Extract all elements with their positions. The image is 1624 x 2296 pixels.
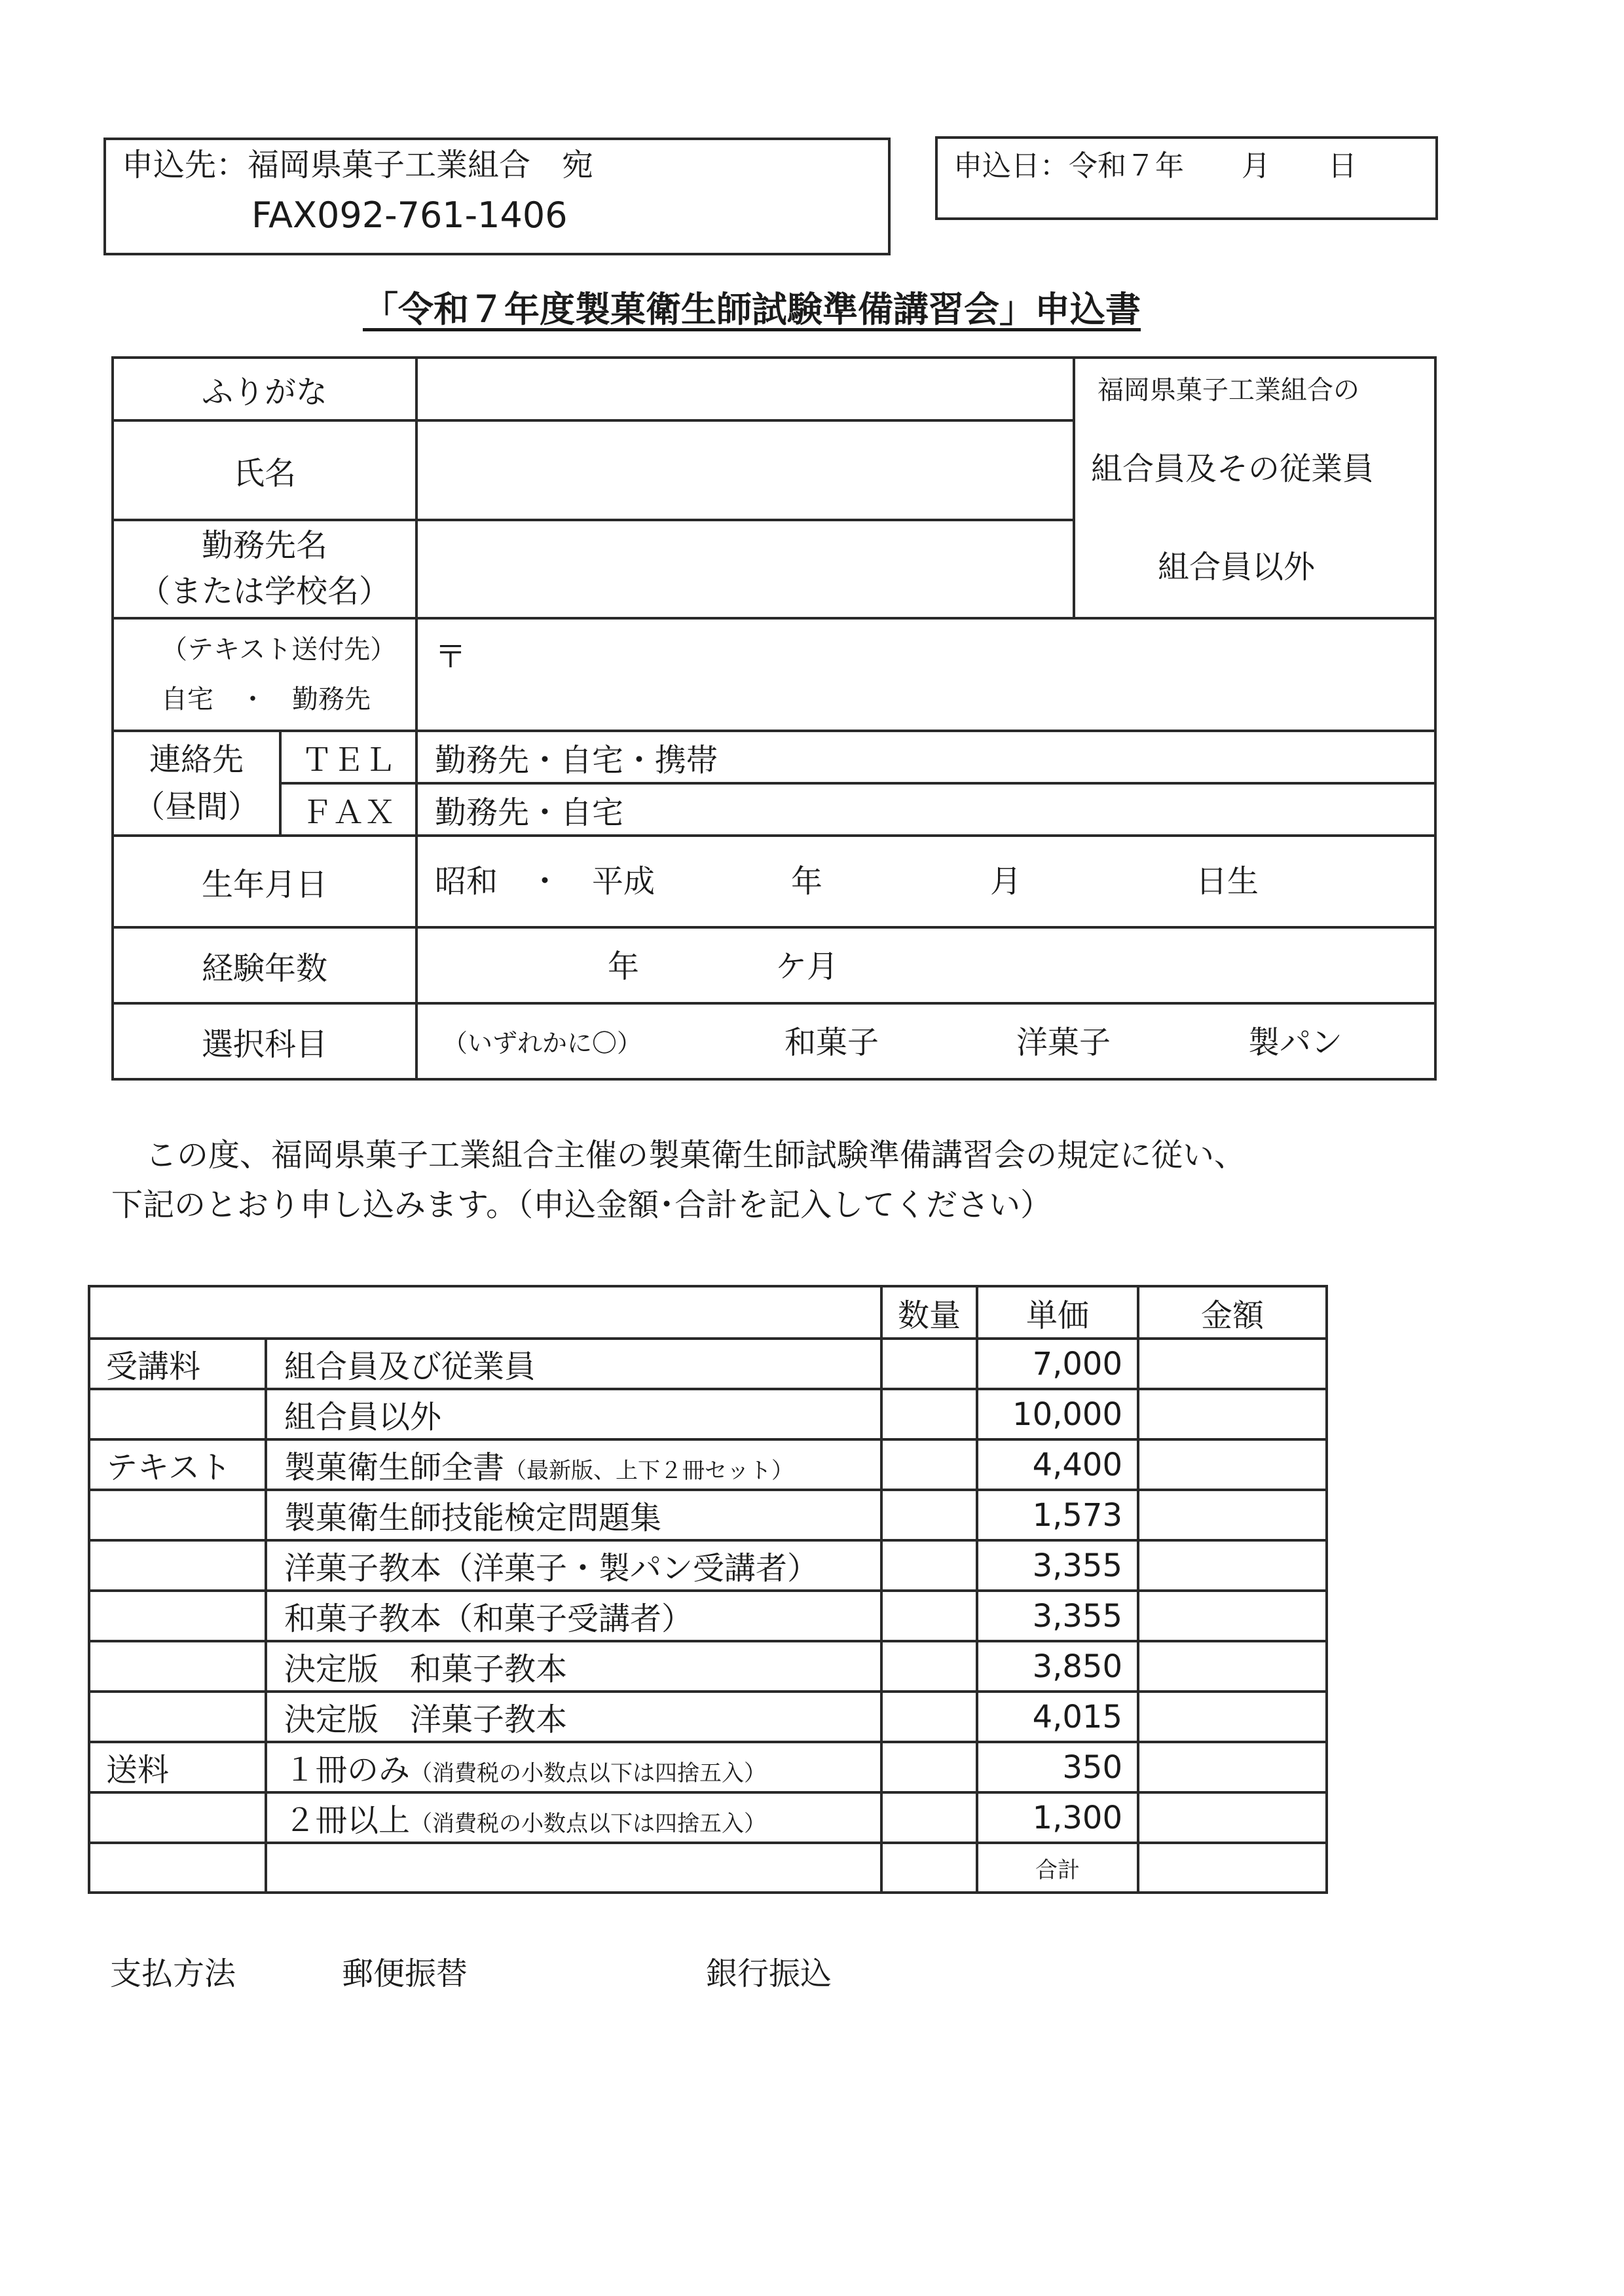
price-item-note: （消費税の小数点以下は四捨五入） bbox=[410, 1811, 767, 1837]
price-item-name: 和菓子教本（和菓子受講者） bbox=[284, 1601, 693, 1637]
price-category: 受講料 bbox=[89, 1339, 266, 1389]
price-item-note: （消費税の小数点以下は四捨五入） bbox=[410, 1760, 767, 1787]
price-category bbox=[89, 1692, 266, 1742]
nonmember-option[interactable]: 組合員以外 bbox=[1158, 549, 1316, 585]
price-item bbox=[266, 1692, 881, 1742]
price-category bbox=[89, 1540, 266, 1591]
price-item-name: １冊のみ bbox=[284, 1752, 411, 1788]
payment-label: 支払方法 bbox=[110, 1955, 236, 1992]
unit-price: 7,000 bbox=[977, 1339, 1138, 1389]
experience-input[interactable] bbox=[416, 927, 1435, 1003]
price-header-blank bbox=[89, 1286, 881, 1339]
qty-input[interactable] bbox=[881, 1490, 977, 1540]
unit-price: 4,400 bbox=[977, 1439, 1138, 1490]
price-row bbox=[89, 1439, 1327, 1490]
price-row bbox=[89, 1540, 1327, 1591]
amount-input[interactable] bbox=[1138, 1742, 1327, 1792]
price-row bbox=[89, 1389, 1327, 1439]
price-item-name: 洋菓子教本（洋菓子・製パン受講者） bbox=[284, 1550, 819, 1587]
price-item bbox=[266, 1389, 881, 1439]
tel-input[interactable]: 勤務先・自宅・携帯 bbox=[416, 731, 1435, 783]
unit-price: 350 bbox=[977, 1742, 1138, 1792]
workplace-input[interactable] bbox=[416, 520, 1074, 618]
price-category bbox=[89, 1490, 266, 1540]
form-title: 「令和７年度製菓衛生師試験準備講習会」申込書 bbox=[363, 289, 1141, 330]
price-category bbox=[89, 1641, 266, 1692]
furigana-input[interactable] bbox=[416, 358, 1074, 420]
qty-input[interactable] bbox=[881, 1692, 977, 1742]
experience-month-unit: ケ月 bbox=[775, 948, 839, 985]
unit-price: 1,573 bbox=[977, 1490, 1138, 1540]
subject-yogashi[interactable]: 洋菓子 bbox=[1016, 1024, 1111, 1061]
recipient-line: 申込先：福岡県菓子工業組合 宛 bbox=[122, 147, 594, 183]
qty-input[interactable] bbox=[881, 1742, 977, 1792]
fax-number: FAX092-761-1406 bbox=[251, 194, 568, 236]
total-label: 合計 bbox=[977, 1843, 1138, 1893]
amount-input[interactable] bbox=[1138, 1792, 1327, 1843]
price-item-name: 組合員及び従業員 bbox=[284, 1348, 536, 1385]
price-row bbox=[89, 1490, 1327, 1540]
birth-day-unit: 日生 bbox=[1196, 863, 1259, 900]
unit-price: 3,850 bbox=[977, 1641, 1138, 1692]
price-item bbox=[266, 1591, 881, 1641]
price-item-name: 決定版 洋菓子教本 bbox=[284, 1701, 568, 1738]
price-item-name: 製菓衛生師全書 bbox=[284, 1449, 505, 1486]
price-item-name: ２冊以上 bbox=[284, 1802, 411, 1839]
price-item-note: （最新版、上下２冊セット） bbox=[504, 1458, 794, 1484]
workplace-label-main: 勤務先名 bbox=[202, 527, 328, 565]
price-item bbox=[266, 1742, 881, 1792]
qty-input[interactable] bbox=[881, 1339, 977, 1389]
unit-price-header: 単価 bbox=[977, 1286, 1138, 1339]
subject-bread[interactable]: 製パン bbox=[1248, 1024, 1343, 1061]
application-date-label: 申込日：令和７年 月 日 bbox=[953, 149, 1357, 183]
total-amount-input[interactable] bbox=[1138, 1843, 1327, 1893]
qty-input[interactable] bbox=[881, 1591, 977, 1641]
price-category bbox=[89, 1591, 266, 1641]
subject-label: 選択科目 bbox=[113, 1003, 416, 1079]
applicant-form bbox=[111, 356, 1437, 1081]
amount-header: 金額 bbox=[1138, 1286, 1327, 1339]
subject-wagashi[interactable]: 和菓子 bbox=[784, 1024, 879, 1061]
qty-input[interactable] bbox=[881, 1389, 977, 1439]
contact-label-sub: （昼間） bbox=[133, 788, 259, 825]
price-item bbox=[266, 1490, 881, 1540]
amount-input[interactable] bbox=[1138, 1641, 1327, 1692]
subject-options[interactable] bbox=[416, 1003, 1435, 1079]
amount-input[interactable] bbox=[1138, 1389, 1327, 1439]
workplace-label bbox=[113, 520, 416, 618]
birth-year-unit: 年 bbox=[791, 863, 823, 900]
qty-input[interactable] bbox=[881, 1792, 977, 1843]
amount-input[interactable] bbox=[1138, 1439, 1327, 1490]
fax-input[interactable]: 勤務先・自宅 bbox=[416, 783, 1435, 836]
postal-mark: 〒 bbox=[435, 639, 467, 675]
price-row bbox=[89, 1641, 1327, 1692]
qty-header: 数量 bbox=[881, 1286, 977, 1339]
statement-line-2: 下記のとおり申し込みます。（申込金額･合計を記入してください） bbox=[111, 1187, 1052, 1223]
contact-label bbox=[113, 731, 280, 836]
furigana-label: ふりがな bbox=[113, 358, 416, 420]
price-item-name: 製菓衛生師技能検定問題集 bbox=[284, 1500, 662, 1536]
price-row bbox=[89, 1339, 1327, 1389]
price-item bbox=[266, 1339, 881, 1389]
unit-price: 3,355 bbox=[977, 1540, 1138, 1591]
experience-label: 経験年数 bbox=[113, 927, 416, 1003]
address-input[interactable] bbox=[416, 618, 1435, 731]
name-input[interactable] bbox=[416, 420, 1074, 520]
price-row bbox=[89, 1591, 1327, 1641]
birth-era-options[interactable]: 昭和 ・ 平成 bbox=[435, 863, 655, 900]
unit-price: 3,355 bbox=[977, 1591, 1138, 1641]
amount-input[interactable] bbox=[1138, 1490, 1327, 1540]
price-item bbox=[266, 1439, 881, 1490]
price-table bbox=[88, 1285, 1328, 1894]
fax-label: ＦＡＸ bbox=[280, 783, 416, 836]
price-row bbox=[89, 1742, 1327, 1792]
total-row-blank-3 bbox=[881, 1843, 977, 1893]
price-category: テキスト bbox=[89, 1439, 266, 1490]
amount-input[interactable] bbox=[1138, 1692, 1327, 1742]
price-category bbox=[89, 1792, 266, 1843]
address-label-main: （テキスト送付先） bbox=[161, 635, 397, 665]
birthdate-input[interactable] bbox=[416, 836, 1435, 927]
amount-input[interactable] bbox=[1138, 1540, 1327, 1591]
payment-bank-transfer[interactable]: 銀行振込 bbox=[706, 1955, 832, 1992]
name-label: 氏名 bbox=[113, 420, 416, 520]
price-row bbox=[89, 1692, 1327, 1742]
member-option[interactable]: 組合員及その従業員 bbox=[1091, 451, 1375, 487]
statement-line-1: この度、福岡県菓子工業組合主催の製菓衛生師試験準備講習会の規定に従い、 bbox=[145, 1137, 1246, 1174]
price-item bbox=[266, 1641, 881, 1692]
address-label-sub: 自宅 ・ 勤務先 bbox=[161, 684, 371, 714]
price-item-name: 決定版 和菓子教本 bbox=[284, 1651, 568, 1688]
price-item bbox=[266, 1792, 881, 1843]
qty-input[interactable] bbox=[881, 1439, 977, 1490]
price-row bbox=[89, 1792, 1327, 1843]
experience-year-unit: 年 bbox=[608, 948, 640, 985]
price-category: 送料 bbox=[89, 1742, 266, 1792]
tel-label: ＴＥＬ bbox=[280, 731, 416, 783]
contact-label-main: 連絡先 bbox=[149, 741, 244, 778]
qty-input[interactable] bbox=[881, 1540, 977, 1591]
workplace-label-sub: （または学校名） bbox=[139, 573, 391, 610]
qty-input[interactable] bbox=[881, 1641, 977, 1692]
birthdate-label: 生年月日 bbox=[113, 836, 416, 927]
unit-price: 10,000 bbox=[977, 1389, 1138, 1439]
address-label bbox=[113, 618, 416, 731]
price-item bbox=[266, 1540, 881, 1591]
total-row-blank-1 bbox=[89, 1843, 266, 1893]
price-item-name: 組合員以外 bbox=[284, 1399, 442, 1435]
birth-month-unit: 月 bbox=[990, 863, 1022, 900]
payment-postal-transfer[interactable]: 郵便振替 bbox=[342, 1955, 468, 1992]
unit-price: 4,015 bbox=[977, 1692, 1138, 1742]
amount-input[interactable] bbox=[1138, 1339, 1327, 1389]
amount-input[interactable] bbox=[1138, 1591, 1327, 1641]
unit-price: 1,300 bbox=[977, 1792, 1138, 1843]
total-row-blank-2 bbox=[266, 1843, 881, 1893]
subject-note: （いずれかに〇） bbox=[443, 1029, 642, 1058]
membership-note: 福岡県菓子工業組合の bbox=[1098, 375, 1360, 405]
price-category bbox=[89, 1389, 266, 1439]
membership-options[interactable] bbox=[1074, 358, 1435, 618]
